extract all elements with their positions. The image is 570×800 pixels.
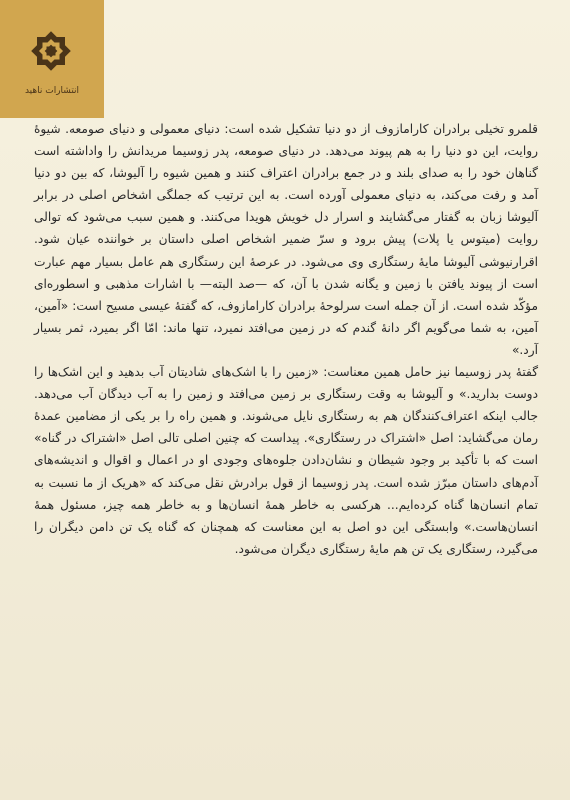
publisher-name: انتشارات ناهید <box>24 86 80 96</box>
blurb-paragraph-2: گفتهٔ پدر زوسیما نیز حامل همین معناست: «زمین را با اشک‌های شادیتان آب بدهید و این اشک‌ها را دوست بدارید.» و آلیوشا به وقت رستگاری بر زمین می‌افتد و زمین را به آب دیدگان آب می‌دهد. جالب اینکه اعتراف‌کنندگان هم به رستگاری نایل می‌شوند. و همین راه را بر یکی از مضامین عمدهٔ رمان می‌گشاید: اصل «اشتراک در رستگاری». پیداست که چنین اصلی تالی اصل «اشتراک در گناه» است که با تأکید بر وجود شیطان و نشان‌دادن جلوه‌های وجودی او در اعمال و اقوال و اندیشه‌های آدم‌های داستان مبرّز شده است. پدر زوسیما از قول برادرش نقل می‌کند که «هریک از ما نسبت به تمام انسان‌ها گناه کرده‌ایم... هرکسی به خاطر همهٔ انسان‌ها و به خاطر همه چیز، مسئول همهٔ انسان‌هاست.» وابستگی این دو اصل به این معناست که همچنان که گناه یک تن دامن دیگران را می‌گیرد، رستگاری یک تن هم مایهٔ رستگاری دیگران می‌شود. <box>34 365 538 556</box>
publisher-logo-panel <box>0 0 104 118</box>
star-emblem-icon <box>28 28 74 74</box>
back-cover-blurb <box>34 118 538 668</box>
blurb-paragraph-1: قلمرو تخیلی برادران کارامازوف از دو دنیا تشکیل شده است: دنیای معمولی و دنیای صومعه. شیوهٔ روایت، این دو دنیا را به هم پیوند می‌دهد. در دنیای صومعه، پدر زوسیما مریدانش را واداشته است گناهان خود را به صدای بلند و در جمع برادران اعتراف کنند و همین شیوه را آلیوشا، که بین دو دنیا آمد و رفت می‌کند، به دنیای معمولی آورده است. به این ترتیب که جملگی اشخاص اصلی در برابر آلیوشا زبان به گفتار می‌گشایند و اسرار دل خویش هویدا می‌کنند. و همین سبب می‌شود که توالی روایت (میتوس یا پلات) پیش برود و سرّ ضمیر اشخاص اصلی داستان بر خواننده عیان شود. اقرارنیوشی آلیوشا مایهٔ رستگاری وی می‌شود. در عرصهٔ این رستگاری هم عامل بسیار مهم عبارت است از پیوند یافتن با زمین و یگانه شدن با آن، که —صد البته— با اشارات مذهبی و اسطوره‌ای مؤکّد شده است. از آن جمله است سرلوحهٔ برادران کارامازوف، که گفتهٔ عیسی مسیح است: «آمین، آمین، به شما می‌گویم اگر دانهٔ گندم که در زمین می‌افتد نمیرد، تنها ماند: امّا اگر بمیرد، ثمر بسیار آرد.» <box>34 122 538 357</box>
